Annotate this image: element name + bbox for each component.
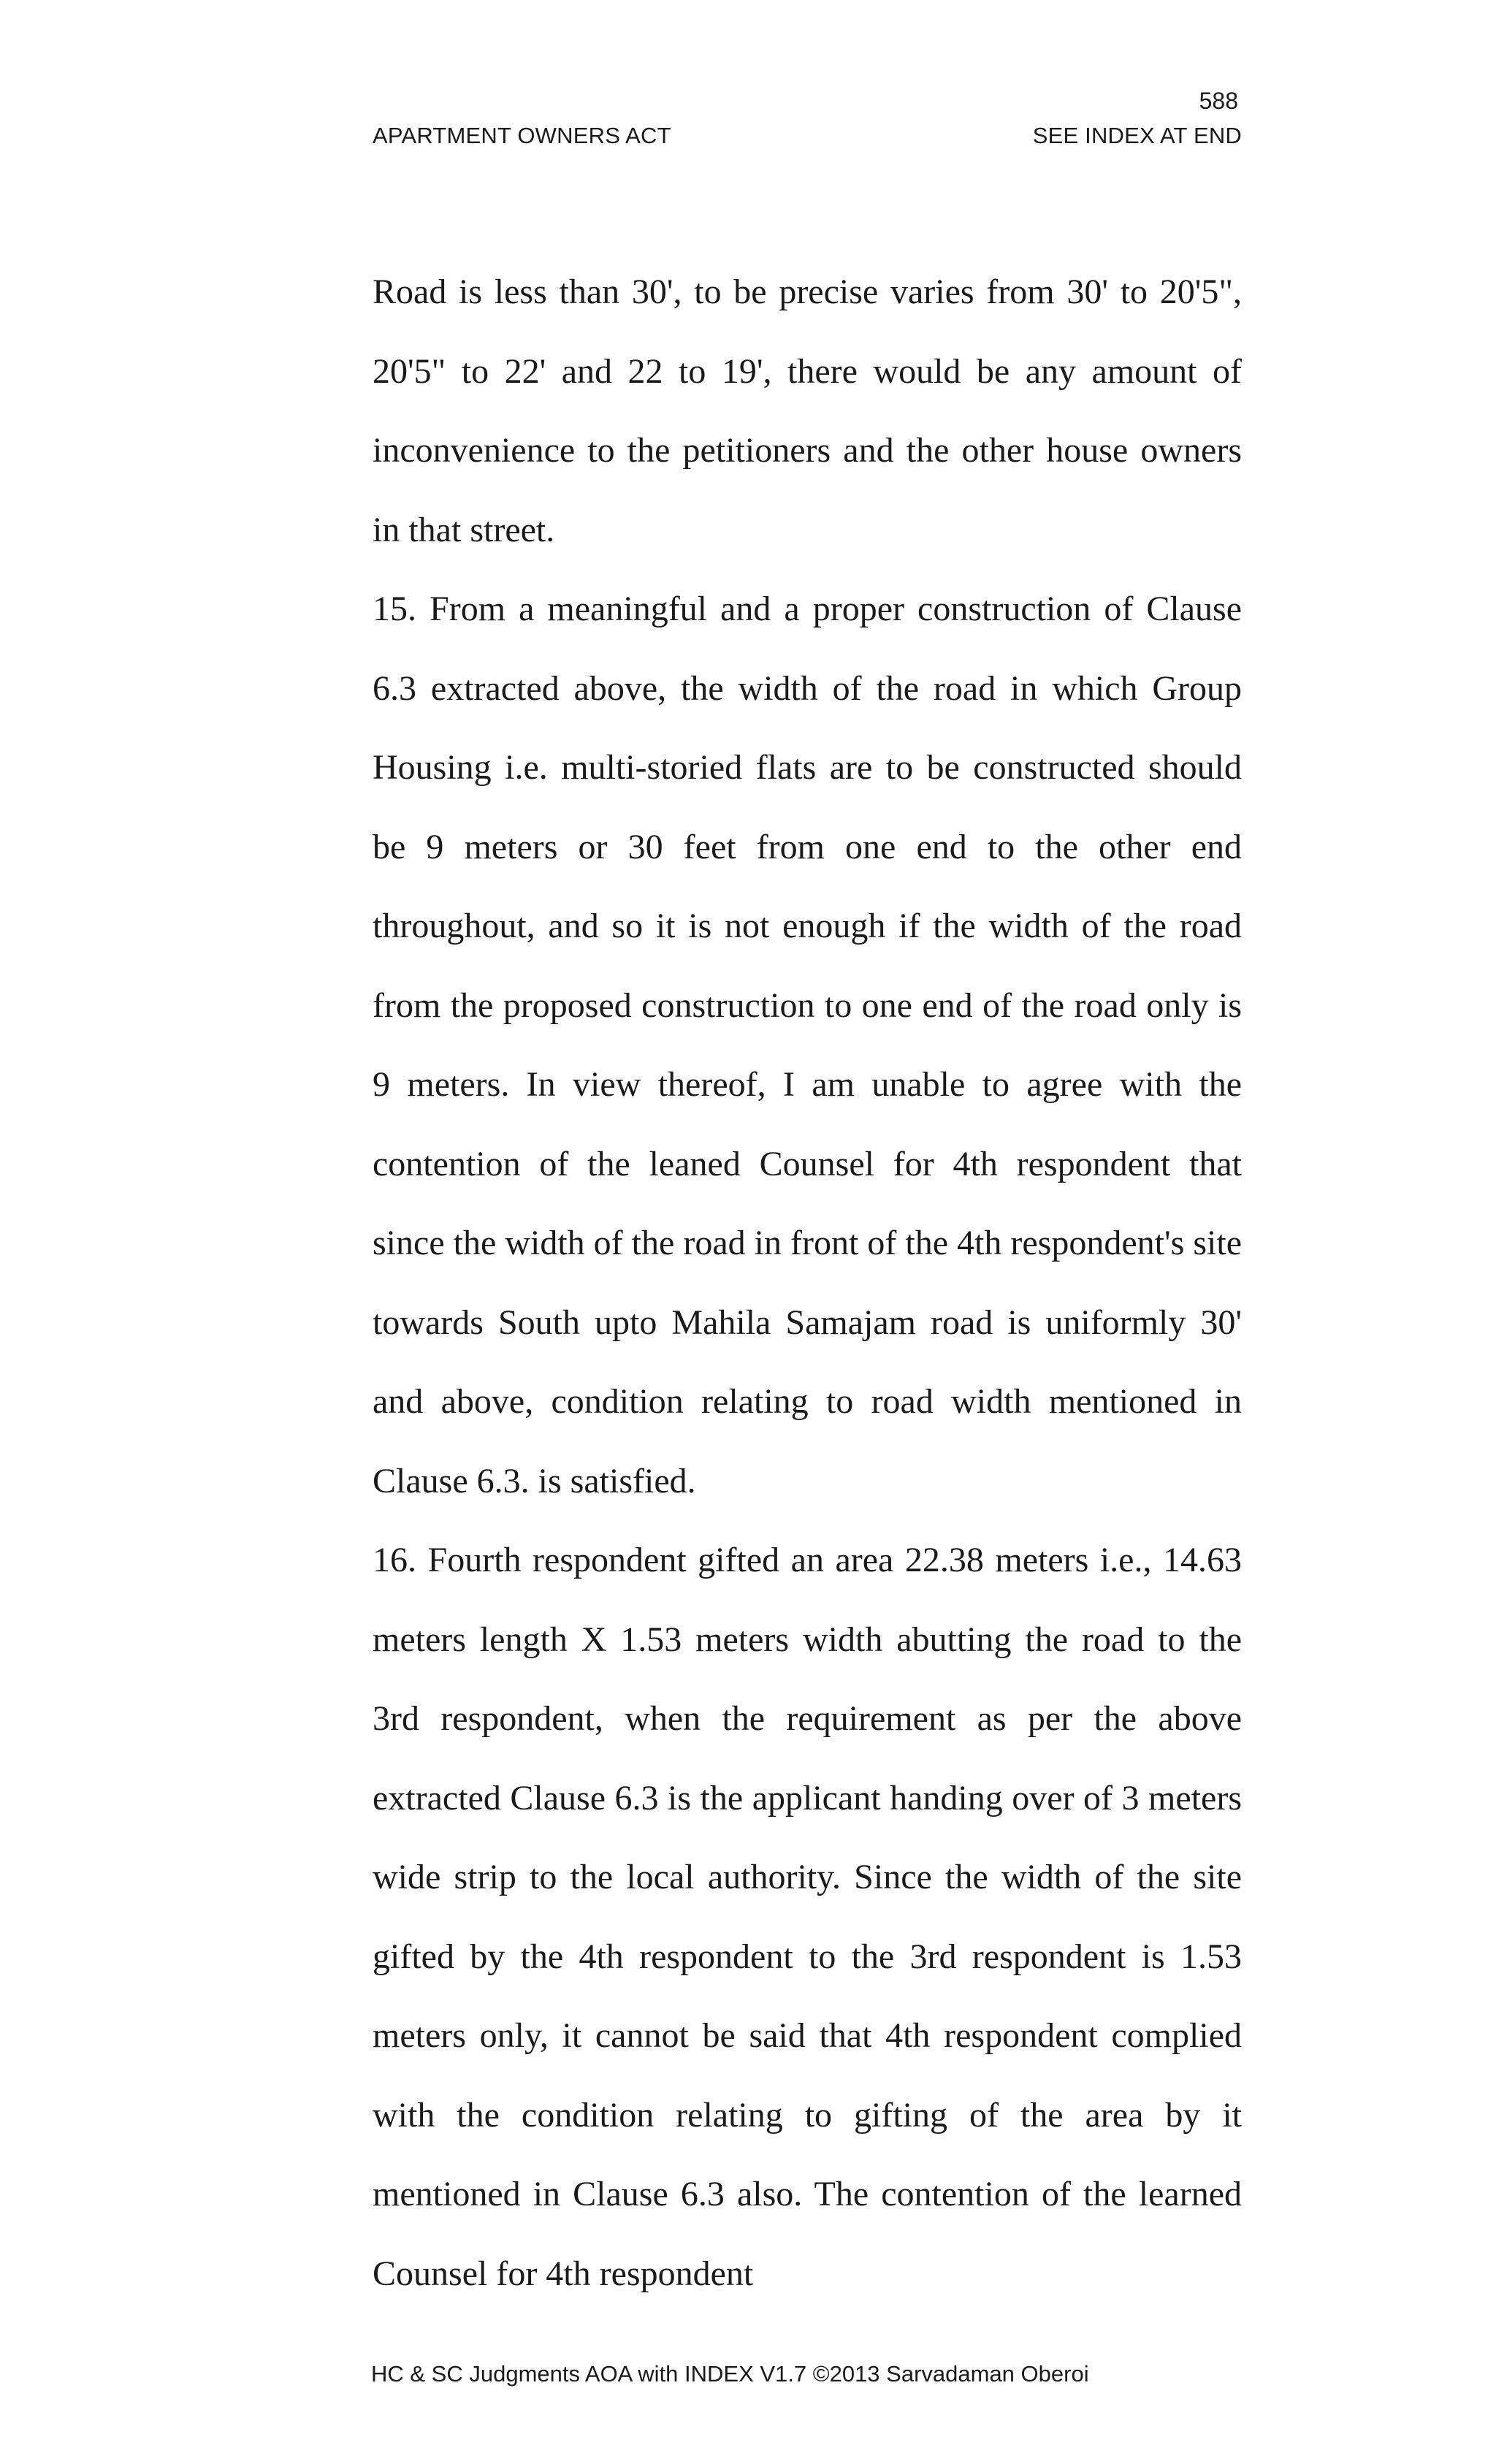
page-number: 588 <box>1199 88 1238 114</box>
header-title: APARTMENT OWNERS ACT <box>373 123 671 148</box>
running-header <box>373 121 1242 150</box>
paragraph-15: 15. From a meaningful and a proper construction of Clause 6.3 extracted above, the width of the road in which Group Housing i.e. multi-storied flats are to be constructed should be 9 meters or 30 feet from one end to the other end throughout, and so it is not enough if the width of the road from the proposed construction to one end of the road only is 9 meters. In view thereof, I am unable to agree with the contention of the leaned Counsel for 4th respondent that since the width of the road in front of the 4th respondent's site towards South upto Mahila Samajam road is uniformly 30' and above, condition relating to road width mentioned in Clause 6.3. is satisfied. <box>373 590 1242 1500</box>
page-footer: HC & SC Judgments AOA with INDEX V1.7 ©2013 Sarvadaman Oberoi <box>371 2361 1089 2387</box>
document-body <box>373 253 1242 2314</box>
paragraph-16: 16. Fourth respondent gifted an area 22.38 meters i.e., 14.63 meters length X 1.53 meters width abutting the road to the 3rd respondent, when the requirement as per the above extracted Clause 6.3 is the applicant handing over of 3 meters wide strip to the local authority. Since the width of the site gifted by the 4th respondent to the 3rd respondent is 1.53 meters only, it cannot be said that 4th respondent complied with the condition relating to gifting of the area by it mentioned in Clause 6.3 also. The contention of the learned Counsel for 4th respondent <box>373 1541 1242 2293</box>
header-index-note: SEE INDEX AT END <box>1032 123 1242 148</box>
paragraph-continuation: Road is less than 30', to be precise varies from 30' to 20'5", 20'5" to 22' and 22 to 19', there would be any amount of inconvenience to the petitioners and the other house owners in that street. <box>373 272 1242 549</box>
